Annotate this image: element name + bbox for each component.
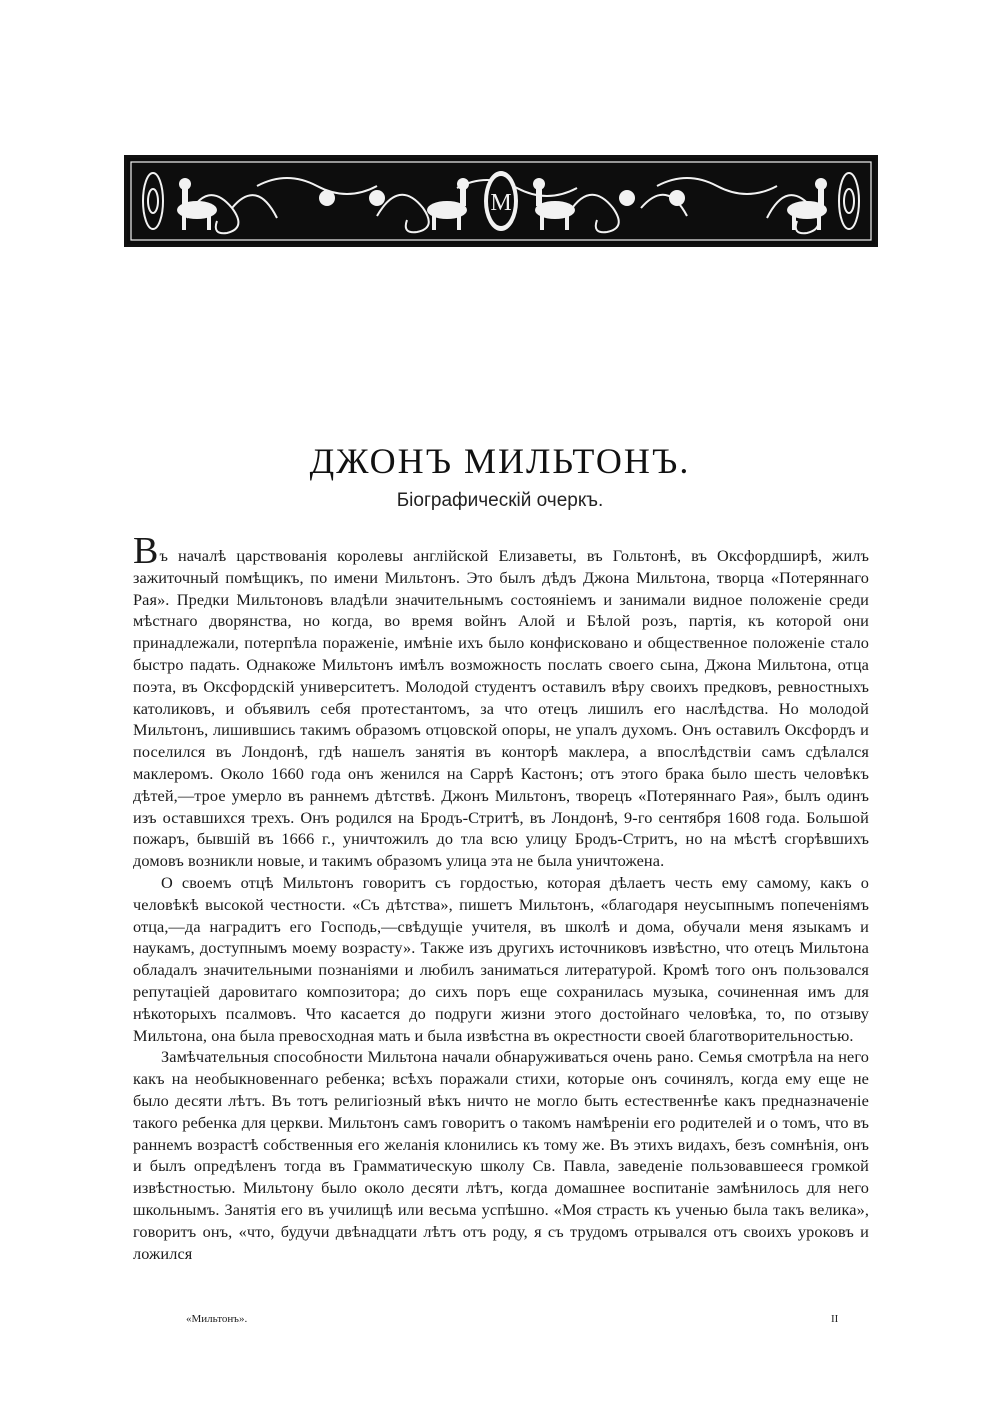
article-title: ДЖОНЪ МИЛЬТОНЪ. xyxy=(309,441,691,481)
ornamental-header-banner xyxy=(124,155,878,247)
article-body xyxy=(133,530,869,1264)
article-subtitle: Біографическій очеркъ. xyxy=(396,490,604,511)
paragraph-1-text: ъ началѣ царствованія королевы англійской Елизаветы, въ Гольтонѣ, въ Оксфордширѣ, жилъ зажиточный помѣщикъ, по имени Мильтонъ. Это былъ дѣдъ Джона Мильтона, творца «Потеряннаго Рая». Предки Мильтоновъ владѣли значительнымъ состояніемъ и занимали видное положеніе среди мѣстнаго дворянства, но когда, во время войнъ Алой и Бѣлой розъ, партія, къ которой они принадлежали, потерпѣла пораженіе, имѣніе ихъ было конфисковано и общественное положеніе стало быстро падать. Однакоже Мильтонъ имѣлъ возможность послать своего сына, Джона Мильтона, отца поэта, въ Оксфордскій университетъ. Молодой студентъ оставилъ вѣру своихъ предковъ, ревностныхъ католиковъ, и объявилъ себя протестантомъ, за что отецъ лишилъ его наслѣдства. Но молодой Мильтонъ, лишившись такимъ образомъ отцовской опоры, не упалъ духомъ. Онъ оставилъ Оксфордъ и поселился въ Лондонѣ, гдѣ нашелъ занятія въ конторѣ маклера, а впослѣдствіи самъ сдѣлался маклеромъ. Около 1660 года онъ женился на Саррѣ Кастонъ; отъ этого брака было шесть человѣкъ дѣтей,—трое умерло въ раннемъ дѣтствѣ. Джонъ Мильтонъ, творецъ «Потеряннаго Рая», былъ одинъ изъ оставшихся трехъ. Онъ родился на Бродъ-Стритѣ, въ Лондонѣ, 9-го сентября 1608 года. Большой пожаръ, бывшій въ 1666 г., уничтожилъ до тла всю улицу Бродъ-Стритъ, но на мѣстѣ сгорѣвшихъ домовъ возникли новые, и такимъ образомъ улица эта не была уничтожена. xyxy=(133,546,869,871)
footer-signature: «Мильтонъ». xyxy=(186,1313,248,1325)
ornament-frieze xyxy=(127,158,875,244)
drop-cap: В xyxy=(133,530,159,572)
banner-monogram: M xyxy=(490,190,512,216)
paragraph-2: О своемъ отцѣ Мильтонъ говоритъ съ гордостью, которая дѣлаетъ честь ему самому, какъ о человѣкѣ высокой честности. «Съ дѣтства», пишетъ Мильтонъ, «благодаря неусыпнымъ попеченіямъ отца,—да наградитъ его Господь,—свѣдущіе учителя, въ школѣ и дома, обучали меня языкамъ и наукамъ, доступнымъ моему возрасту». Также изъ другихъ источниковъ извѣстно, что отецъ Мильтона обладалъ значительными познаніями и любилъ заниматься литературой. Кромѣ того онъ пользовался репутаціей даровитаго композитора; до сихъ поръ еще сохранилась музыка, сочиненная имъ для нѣкоторыхъ псалмовъ. Что касается до подруги жизни этого достойнаго человѣка, то, по отзыву Мильтона, она была превосходная мать и была извѣстна въ окрестности своей благотворительностью. xyxy=(133,872,869,1045)
paragraph-1 xyxy=(133,530,869,872)
paragraph-3: Замѣчательныя способности Мильтона начали обнаруживаться очень рано. Семья смотрѣла на него какъ на необыкновеннаго ребенка; всѣхъ поражали стихи, которые онъ сочинялъ, когда ему еще не было десяти лѣтъ. Въ тотъ религіозный вѣкъ ничто не могло быть естественнѣе какъ предназначеніе такого ребенка для церкви. Мильтонъ самъ говоритъ о такомъ намѣреніи его родителей и о томъ, что въ раннемъ возрастѣ собственныя его желанія клонились къ тому же. Въ этихъ видахъ, безъ сомнѣнія, онъ и былъ опредѣленъ тогда въ Грамматическую школу Св. Павла, заведеніе пользовавшееся громкой извѣстностью. Мильтону было около десяти лѣтъ, когда домашнее воспитаніе замѣнилось для него школьнымъ. Занятія его въ училищѣ или весьма успѣшно. «Моя страсть къ ученью была такъ велика», говоритъ онъ, «что, будучи двѣнадцати лѣтъ отъ роду, я съ трудомъ отрывался отъ своихъ уроковъ и ложился xyxy=(133,1047,869,1263)
sheet-number: II xyxy=(831,1313,839,1325)
